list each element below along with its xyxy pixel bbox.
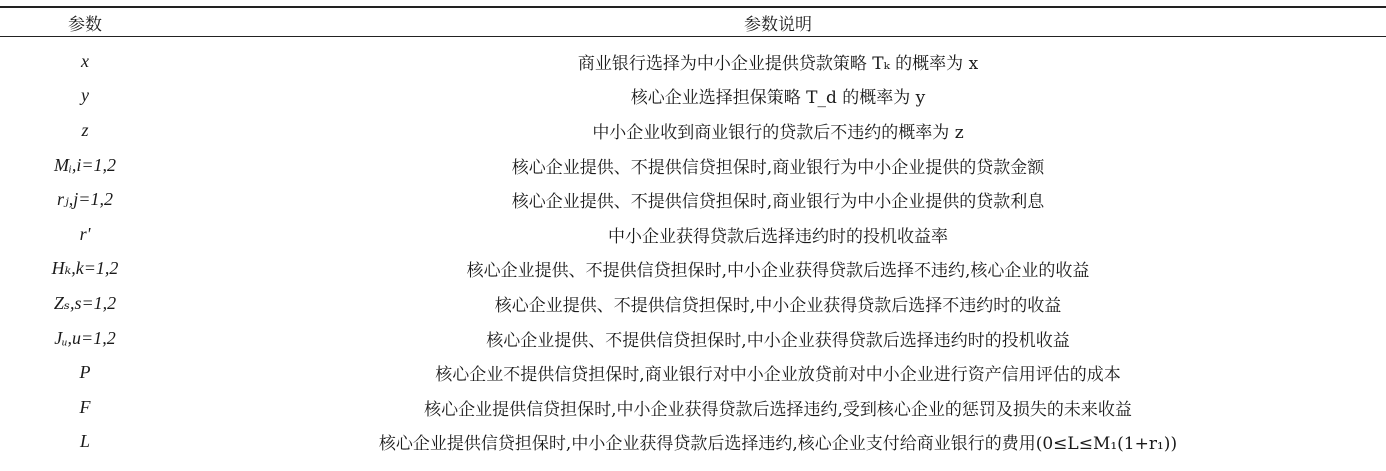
desc-cell: 中小企业获得贷款后选择违约时的投机收益率	[608, 226, 948, 247]
param-cell: y	[81, 85, 89, 106]
desc-cell: 核心企业提供、不提供信贷担保时,商业银行为中小企业提供的贷款利息	[511, 192, 1045, 213]
param-cell: Jᵤ,u=1,2	[54, 327, 116, 348]
header-rule	[0, 36, 1386, 37]
desc-cell: 核心企业提供、不提供信贷担保时,中小企业获得贷款后选择不违约,核心企业的收益	[466, 261, 1090, 282]
table-body	[0, 44, 1386, 459]
param-cell: Zₛ,s=1,2	[53, 292, 117, 313]
desc-cell: 核心企业提供信贷担保时,中小企业获得贷款后选择违约,核心企业支付给商业银行的费用(0≤L≤M₁(1+r₁))	[378, 434, 1178, 455]
table-row	[0, 148, 1386, 183]
param-cell: x	[81, 50, 89, 71]
desc-cell: 核心企业提供、不提供信贷担保时,中小企业获得贷款后选择不违约时的收益	[494, 295, 1062, 316]
table-row	[0, 321, 1386, 356]
param-cell: r'	[79, 223, 91, 244]
param-cell: L	[79, 431, 90, 452]
header-desc: 参数说明	[744, 14, 812, 35]
param-cell: Hₖ,k=1,2	[51, 258, 119, 279]
desc-cell: 核心企业选择担保策略 T_d 的概率为 y	[630, 88, 926, 109]
param-cell: F	[79, 396, 91, 417]
table-row	[0, 182, 1386, 217]
param-cell: P	[79, 362, 91, 383]
desc-cell: 核心企业提供信贷担保时,中小企业获得贷款后选择违约,受到核心企业的惩罚及损失的未来收益	[424, 399, 1132, 420]
desc-cell: 核心企业提供、不提供信贷担保时,商业银行为中小企业提供的贷款金额	[511, 157, 1045, 178]
table-header	[0, 8, 1386, 36]
param-cell: rⱼ,j=1,2	[57, 189, 113, 210]
table-row	[0, 286, 1386, 321]
header-param: 参数	[68, 14, 102, 35]
table-row	[0, 425, 1386, 460]
desc-cell: 中小企业收到商业银行的贷款后不违约的概率为 z	[592, 122, 964, 143]
desc-cell: 核心企业不提供信贷担保时,商业银行对中小企业放贷前对中小企业进行资产信用评估的成本	[435, 365, 1121, 386]
param-cell: Mᵢ,i=1,2	[54, 154, 116, 175]
desc-cell: 核心企业提供、不提供信贷担保时,中小企业获得贷款后选择违约时的投机收益	[486, 330, 1070, 351]
table-row	[0, 252, 1386, 287]
table-row	[0, 44, 1386, 79]
table-row	[0, 113, 1386, 148]
param-cell: z	[81, 119, 89, 140]
table-row	[0, 390, 1386, 425]
table-row	[0, 79, 1386, 114]
table-row	[0, 355, 1386, 390]
desc-cell: 商业银行选择为中小企业提供贷款策略 Tₖ 的概率为 x	[577, 53, 979, 74]
table-row	[0, 217, 1386, 252]
